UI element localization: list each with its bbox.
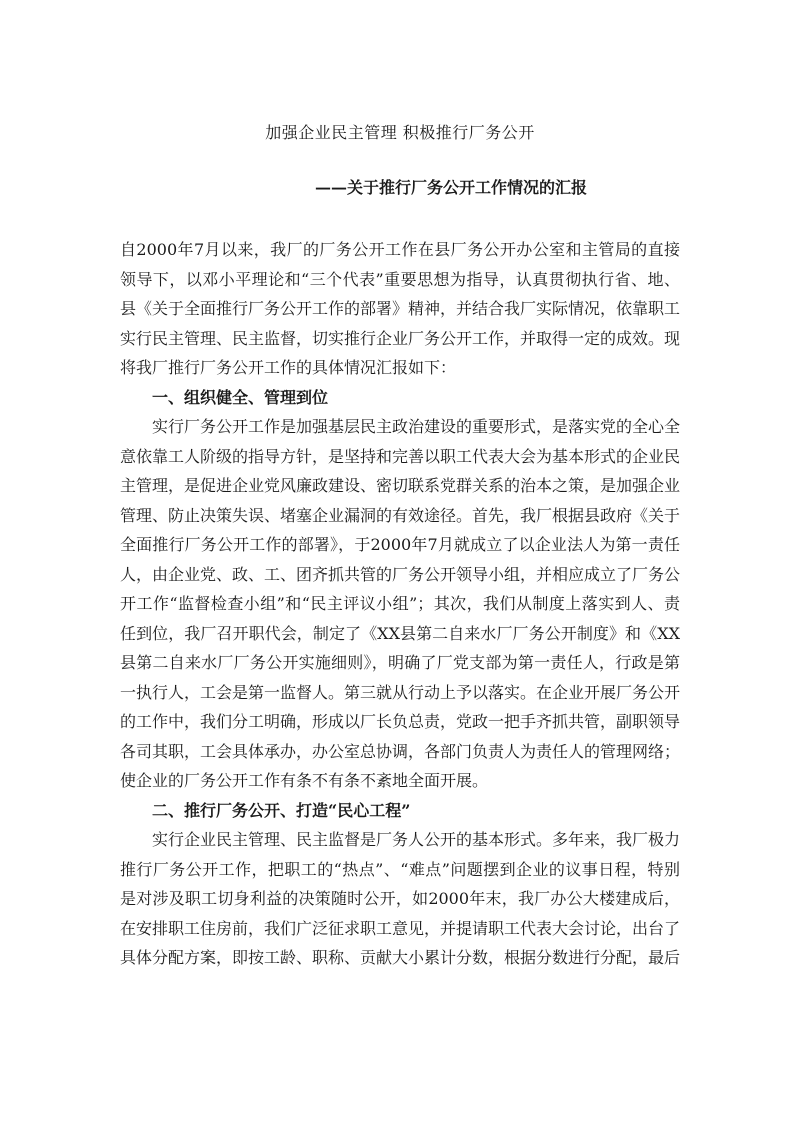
document-title: 加强企业民主管理 积极推行厂务公开	[265, 123, 535, 142]
section-heading-2: 二、推行厂务公开、打造“民心工程”	[152, 800, 411, 820]
document-subtitle: ——关于推行厂务公开工作情况的汇报	[315, 178, 588, 197]
section-heading-1: 一、组织健全、管理到位	[152, 387, 329, 407]
section-paragraph-1: 实行厂务公开工作是加强基层民主政治建设的重要形式，是落实党的全心全意依靠工人阶级的指导方针，是坚持和完善以职工代表大会为基本形式的企业民主管理，是促进企业党风廉政建设、密切联系党群关系的治本之策，是加强企业管理、防止决策失误、堵塞企业漏洞的有效途径。首先，我厂根据县政府《关于全面推行厂务公开工作的部署》，于2000年7月就成立了以企业法人为第一责任人，由企业党、政、工、团齐抓共管的厂务公开领导小组，并相应成立了厂务公开工作“监督检查小组”和“民主评议小组”；其次，我们从制度上落实到人、责任到位，我厂召开职代会，制定了《XX县第二自来水厂厂务公开制度》和《XX县第二自来水厂厂务公开实施细则》，明确了厂党支部为第一责任人，行政是第一执行人，工会是第一监督人。第三就从行动上予以落实。在企业开展厂务公开的工作中，我们分工明确，形成以厂长负总责，党政一把手齐抓共管，副职领导各司其职，工会具体承办，办公室总协调，各部门负责人为责任人的管理网络；使企业的厂务公开工作有条不有条不紊地全面开展。	[120, 417, 681, 790]
intro-paragraph: 自2000年7月以来，我厂的厂务公开工作在县厂务公开办公室和主管局的直接领导下，以邓小平理论和“三个代表”重要思想为指导，认真贯彻执行省、地、县《关于全面推行厂务公开工作的部署》精神，并结合我厂实际情况，依靠职工实行民主管理、民主监督，切实推行企业厂务公开工作，并取得一定的成效。现将我厂推行厂务公开工作的具体情况汇报如下：	[120, 240, 681, 377]
document-body	[120, 235, 680, 973]
section-paragraph-2: 实行企业民主管理、民主监督是厂务人公开的基本形式。多年来，我厂极力推行厂务公开工作，把职工的“热点”、“难点”问题摆到企业的议事日程，特别是对涉及职工切身利益的决策随时公开，如2000年末，我厂办公大楼建成后，在安排职工住房前，我们广泛征求职工意见，并提请职工代表大会讨论，出台了具体分配方案，即按工龄、职称、贡献大小累计分数，根据分数进行分配，最后	[120, 830, 681, 967]
